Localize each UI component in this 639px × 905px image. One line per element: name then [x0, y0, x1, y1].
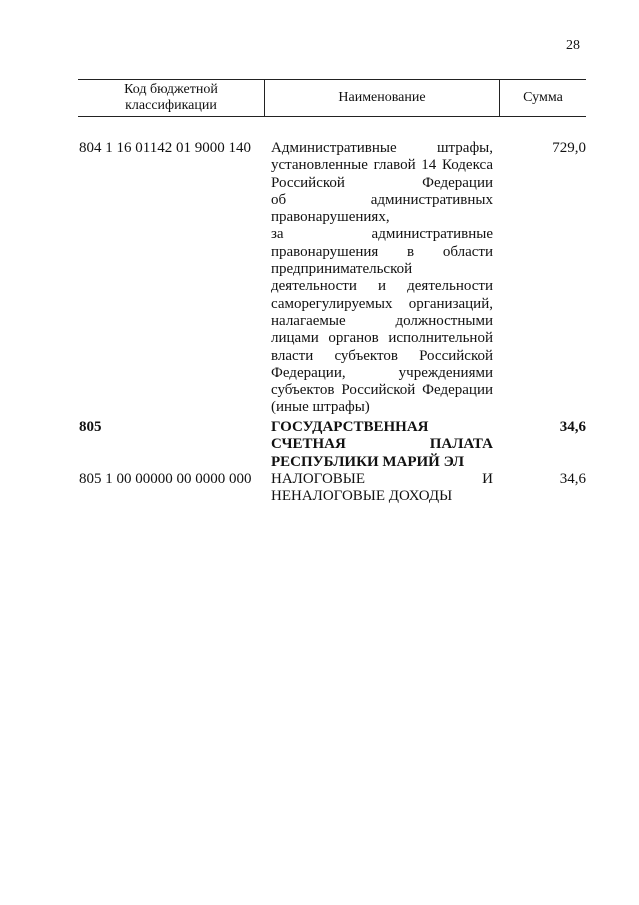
name-line: установленные главой 14 Кодекса	[271, 157, 493, 174]
row-1-name	[271, 140, 493, 417]
row-3-code: 805 1 00 00000 00 0000 000	[79, 471, 252, 487]
row-1-code: 804 1 16 01142 01 9000 140	[79, 140, 251, 156]
name-line: саморегулируемых организаций,	[271, 295, 493, 312]
row-3-sum: 34,6	[559, 471, 586, 487]
name-line: Российской Федерации	[271, 174, 493, 191]
name-line: СЧЕТНАЯ ПАЛАТА	[271, 436, 493, 453]
row-2-name	[271, 419, 493, 471]
header-bottom-rule	[78, 116, 586, 117]
name-line: Федерации, учреждениями	[271, 364, 493, 381]
name-line: власти субъектов Российской	[271, 347, 493, 364]
name-line: правонарушения в области	[271, 243, 493, 260]
name-line: за административные	[271, 226, 493, 243]
name-line: ГОСУДАРСТВЕННАЯ	[271, 419, 429, 435]
header-code: Код бюджетной классификации	[124, 81, 218, 113]
page-number: 28	[566, 38, 580, 53]
header-sum: Сумма	[523, 89, 563, 105]
name-line: НАЛОГОВЫЕ И	[271, 471, 493, 487]
name-line: деятельности и деятельности	[271, 278, 493, 295]
name-line: РЕСПУБЛИКИ МАРИЙ ЭЛ	[271, 453, 465, 470]
row-2-sum: 34,6	[559, 419, 586, 435]
name-line: лицами органов исполнительной	[271, 330, 493, 347]
name-line: об административных	[271, 191, 493, 208]
row-3-name	[271, 471, 493, 506]
name-line: субъектов Российской Федерации	[271, 382, 493, 399]
name-line: Административные штрафы,	[271, 140, 493, 156]
name-line: НЕНАЛОГОВЫЕ ДОХОДЫ	[271, 488, 453, 505]
name-line: правонарушениях,	[271, 209, 390, 226]
header-name: Наименование	[338, 89, 426, 105]
name-line: предпринимательской	[271, 261, 413, 278]
name-line: налагаемые должностными	[271, 312, 493, 329]
name-line: (иные штрафы)	[271, 399, 370, 416]
row-2-code: 805	[79, 419, 102, 435]
row-1-sum: 729,0	[552, 140, 586, 156]
